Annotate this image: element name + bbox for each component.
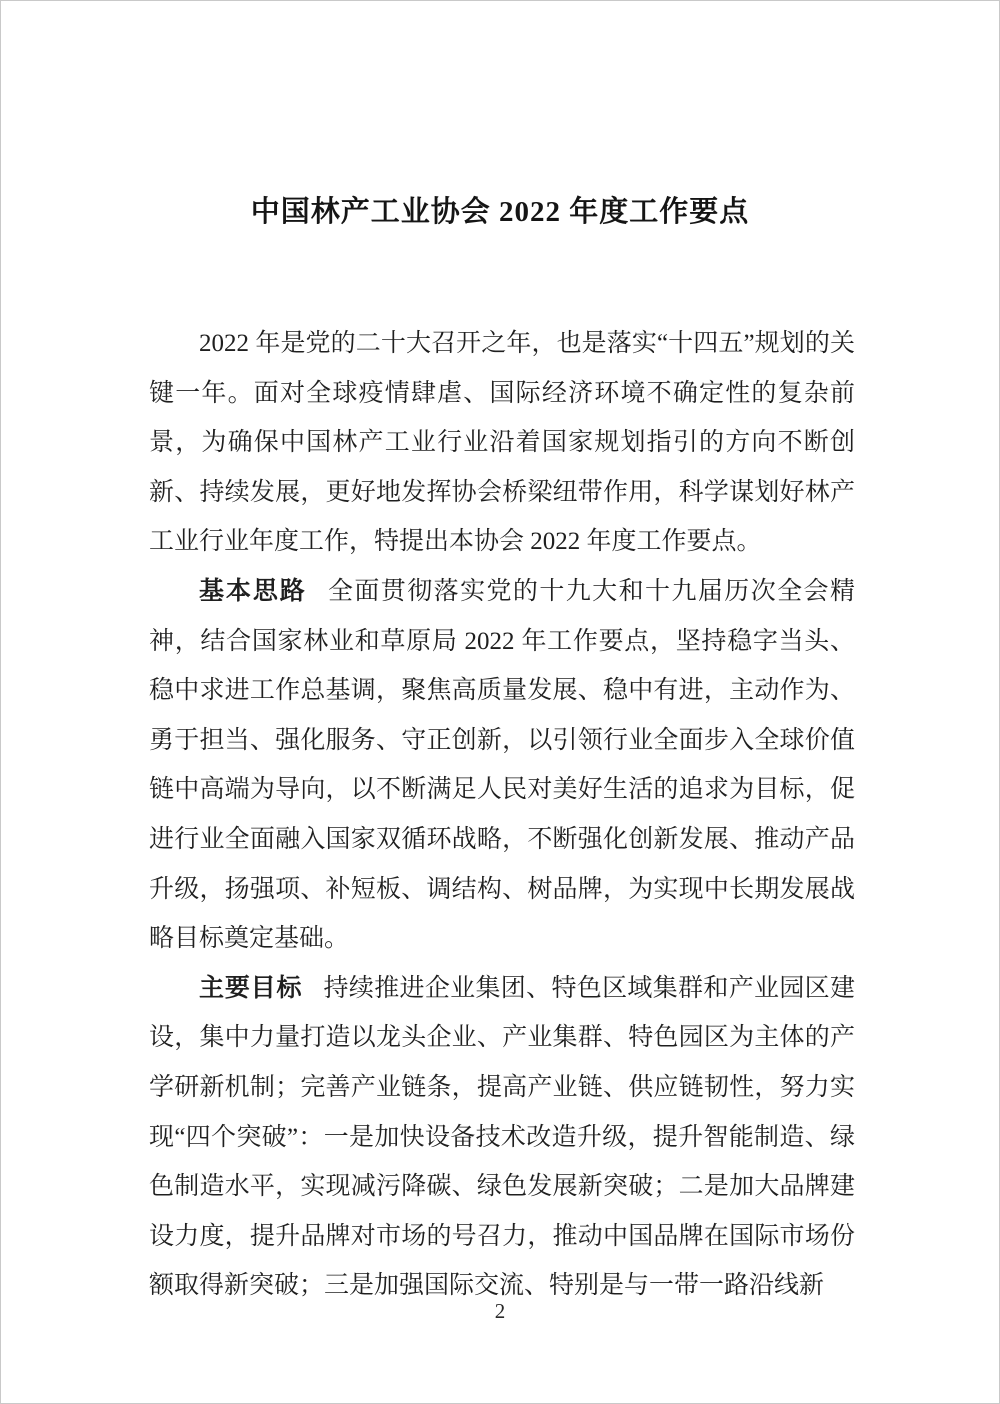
paragraph-text: 持续推进企业集团、特色区域集群和产业园区建设，集中力量打造以龙头企业、产业集群、特色园区为主体的产学研新机制；完善产业链条，提高产业链、供应链韧性，努力实现“四个突破”：一是加快设备技术改造升级，提升智能制造、绿色制造水平，实现减污降碳、绿色发展新突破；二是加大品牌建设力度，提升品牌对市场的号召力，推动中国品牌在国际市场份额取得新突破；三是加强国际交流、特别是与一带一路沿线新 <box>149 974 855 1300</box>
document-body <box>149 319 855 1311</box>
body-paragraph <box>149 319 855 567</box>
body-paragraph <box>149 964 855 1311</box>
body-paragraph <box>149 567 855 964</box>
paragraph-lead: 基本思路 <box>199 577 307 605</box>
paragraph-text: 2022 年是党的二十大召开之年，也是落实“十四五”规划的关键一年。面对全球疫情肆虐、国际经济环境不确定性的复杂前景，为确保中国林产工业行业沿着国家规划指引的方向不断创新、持续发展，更好地发挥协会桥梁纽带作用，科学谋划好林产工业行业年度工作，特提出本协会 2022 年度工作要点。 <box>149 330 855 556</box>
page-number: 2 <box>494 1299 506 1323</box>
paragraph-text: 全面贯彻落实党的十九大和十九届历次全会精神，结合国家林业和草原局 2022 年工作要点，坚持稳字当头、稳中求进工作总基调，聚焦高质量发展、稳中有进，主动作为、勇于担当、强化服务、守正创新，以引领行业全面步入全球价值链中高端为导向，以不断满足人民对美好生活的追求为目标，促进行业全面融入国家双循环战略，不断强化创新发展、推动产品升级，扬强项、补短板、调结构、树品牌，为实现中长期发展战略目标奠定基础。 <box>149 577 855 953</box>
paragraph-lead: 主要目标 <box>199 974 303 1002</box>
document-title: 中国林产工业协会 2022 年度工作要点 <box>250 196 750 228</box>
